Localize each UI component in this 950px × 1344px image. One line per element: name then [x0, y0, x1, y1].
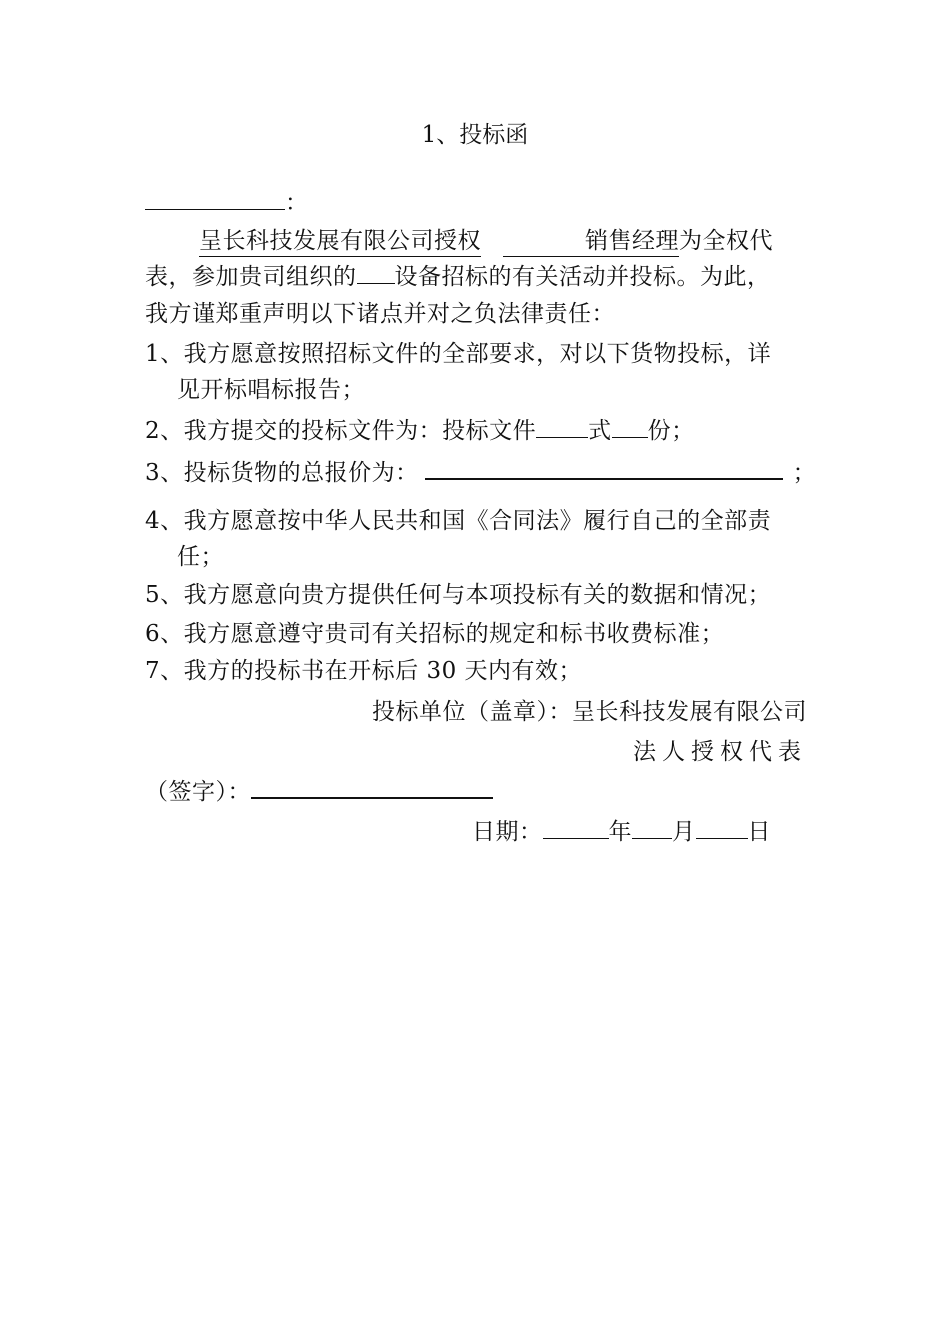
- representative-role-blank: [503, 226, 679, 257]
- item-5-line: 5、我方愿意向贵方提供任何与本项投标有关的数据和情况；: [145, 582, 772, 608]
- signature-label: （签字）：: [145, 779, 251, 805]
- item-6-line: 6、我方愿意遵守贵司有关招标的规定和标书收费标准；: [145, 621, 725, 647]
- addressee-blank: [145, 208, 285, 210]
- item-3-text-b: ；: [792, 460, 817, 486]
- copies-style-blank: [536, 436, 588, 438]
- intro-text-2b: 设备招标的有关活动并投标。为此，: [394, 264, 771, 290]
- document-title: 1、投标函: [421, 122, 529, 148]
- date-label: 日期：: [472, 819, 543, 845]
- item-2-text-b: 式: [588, 418, 612, 444]
- day-label: 日: [747, 819, 771, 845]
- item-2-text-c: 份；: [647, 418, 695, 444]
- legal-representative-line: 法人授权代表: [633, 739, 807, 765]
- item-1-line-2: 见开标唱标报告；: [177, 377, 365, 403]
- item-7-line: 7、我方的投标书在开标后 30 天内有效；: [145, 658, 583, 684]
- item-3-line: [145, 458, 817, 488]
- intro-text-2a: 表，参加贵司组织的: [145, 264, 357, 290]
- item-4-line-2: 任；: [177, 544, 224, 570]
- bidder-seal-line: 投标单位（盖章）：呈长科技发展有限公司: [372, 699, 807, 725]
- item-3-text-a: 3、投标货物的总报价为：: [145, 460, 419, 486]
- intro-line-1: [145, 226, 807, 257]
- item-2-text-a: 2、我方提交的投标文件为：投标文件: [145, 418, 537, 444]
- day-blank: [696, 837, 748, 839]
- copies-count-blank: [612, 436, 648, 438]
- intro-line-3: 我方谨郑重声明以下诸点并对之负法律责任：: [145, 301, 615, 327]
- representative-role: 销售经理: [585, 228, 679, 254]
- item-4-line-1: 4、我方愿意按中华人民共和国《合同法》履行自己的全部责: [145, 508, 772, 534]
- company-name: 呈长科技发展有限公司授权: [199, 226, 481, 257]
- date-line: [472, 817, 802, 847]
- total-price-blank: [425, 477, 783, 480]
- intro-line-2: [145, 262, 807, 292]
- month-label: 月: [672, 819, 696, 845]
- year-label: 年: [608, 819, 632, 845]
- item-1-line-1: 1、我方愿意按照招标文件的全部要求，对以下货物投标，详: [145, 341, 772, 367]
- addressee-line: [145, 188, 807, 218]
- addressee-colon: ：: [285, 190, 309, 216]
- intro-text-1: 为全权代: [679, 228, 773, 254]
- signature-blank: [251, 796, 493, 799]
- item-2-line: [145, 416, 807, 446]
- project-blank: [357, 282, 395, 284]
- year-blank: [543, 837, 609, 839]
- signature-line: [145, 777, 807, 807]
- month-blank: [632, 837, 672, 839]
